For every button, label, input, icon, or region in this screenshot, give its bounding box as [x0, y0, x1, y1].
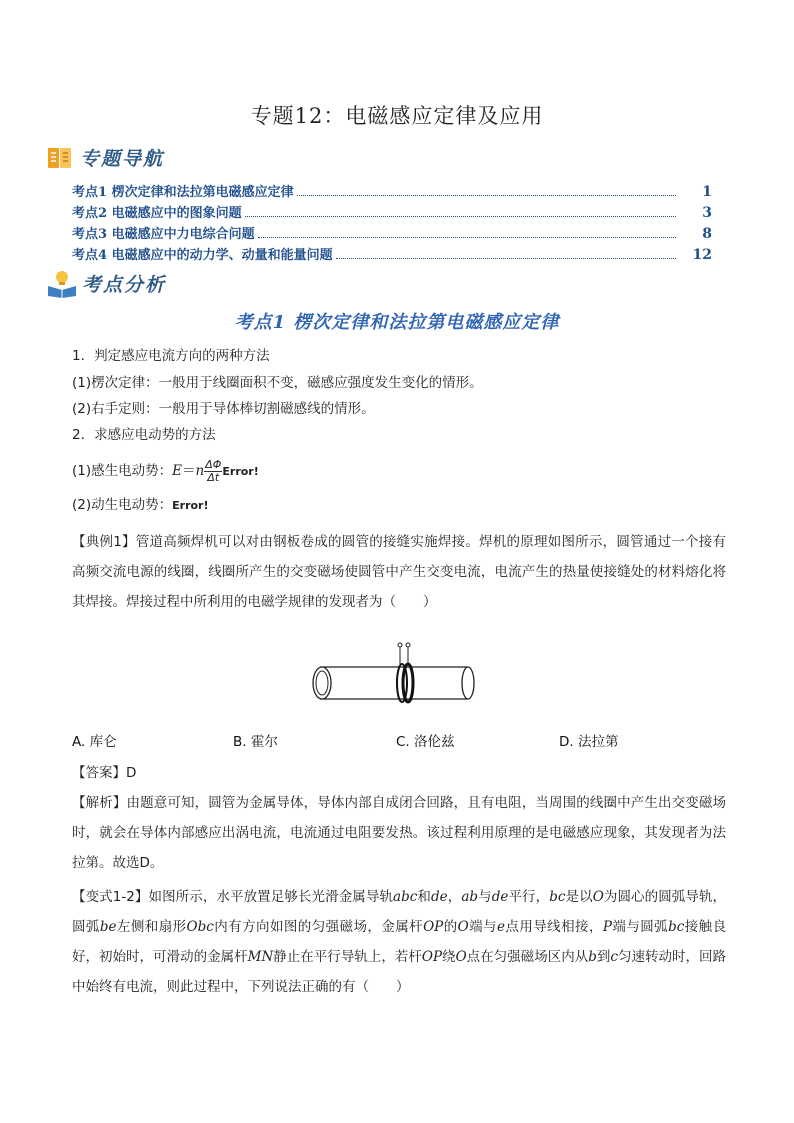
text: 点用导线相接， — [504, 919, 603, 935]
text: 点在匀强磁场区内从 — [466, 949, 589, 965]
text: 是以 — [565, 889, 593, 905]
error-field: Error! — [172, 499, 209, 512]
error-field: Error! — [222, 465, 259, 478]
text: 左侧和扇形 — [116, 919, 187, 935]
symbol-E: E — [172, 463, 182, 479]
variant-tag: 【变式1-2】 — [72, 889, 149, 905]
text: 静止在平行导轨上，若杆 — [273, 949, 422, 965]
example-text: 管道高频焊机可以对由钢板卷成的圆管的接缝实施焊接。焊机的原理如图所示，圆管通过一个接有高频交流电源的线圈，线圈所产生的交变磁场使圆管中产生交变电流，电流产生的热量使接缝处的材料熔化将其焊接。焊接过程中所利用的电磁学规律的发现者为（ ） — [72, 534, 726, 610]
analysis-tag: 【解析】 — [72, 795, 127, 811]
symbol: de — [491, 889, 509, 905]
answer-value: D — [126, 765, 137, 781]
fraction — [204, 459, 222, 484]
toc-label: 考点4 电磁感应中的动力学、动量和能量问题 — [72, 248, 333, 263]
option-a[interactable]: A. 库仑 — [72, 734, 117, 750]
symbol: bc — [668, 919, 685, 935]
symbol: c — [610, 949, 618, 965]
example-1 — [72, 527, 726, 617]
text: 匀速转动时，回路中始终有电流，则此过程中，下列说法正确的有（ ） — [72, 949, 727, 995]
symbol: abc — [393, 889, 418, 905]
formula-prefix: (2)动生电动势： — [72, 497, 173, 513]
symbol: O — [455, 949, 467, 965]
section-title: 考点1 楞次定律和法拉第电磁感应定律 — [234, 312, 560, 333]
fraction-denominator: Δt — [207, 470, 220, 484]
text: 与 — [478, 889, 492, 905]
formula-prefix: (1)感生电动势： — [72, 463, 173, 479]
formula-motional-emf — [72, 494, 722, 517]
symbol: ab — [461, 889, 479, 905]
toc-item[interactable] — [72, 222, 712, 242]
lightbulb-book-icon — [46, 268, 78, 298]
text: 的 — [443, 919, 458, 935]
nav-banner — [46, 144, 164, 171]
symbol: de — [431, 889, 448, 905]
symbol: e — [496, 919, 505, 935]
option-d[interactable]: D. 法拉第 — [559, 734, 619, 750]
symbol: O — [592, 889, 604, 905]
heading-emf: 2．求感应电动势的方法 — [72, 427, 216, 443]
toc-label: 考点2 电磁感应中的图象问题 — [72, 206, 242, 221]
toc-leader — [297, 194, 676, 196]
symbol-eq: ＝ — [181, 463, 196, 479]
symbol: OP — [423, 919, 444, 935]
symbol-n: n — [195, 463, 205, 479]
variant-1-2 — [72, 882, 726, 1002]
heading-methods: 1．判定感应电流方向的两种方法 — [72, 348, 270, 364]
toc-label: 考点1 楞次定律和法拉第电磁感应定律 — [72, 185, 294, 200]
answer-tag: 【答案】 — [72, 765, 126, 781]
method-right-hand: (2)右手定则：一般用于导体棒切割磁感线的情形。 — [72, 401, 375, 417]
text: 端与圆弧 — [611, 919, 669, 935]
analysis-banner — [46, 268, 166, 298]
analysis — [72, 788, 726, 878]
analysis-text: 由题意可知，圆管为金属导体，导体内部自成闭合回路，且有电阻，当周围的线圈中产生出交变磁场时，就会在导体内部感应出涡电流，电流通过电阻要发热。该过程利用原理的是电磁感应现象，其发现者为法拉第。故选D。 — [72, 795, 727, 871]
toc-page: 12 — [692, 247, 712, 263]
symbol: Obc — [186, 919, 214, 935]
toc-leader — [336, 257, 676, 259]
option-c[interactable]: C. 洛伦兹 — [396, 734, 455, 750]
text: 为圆心的圆弧导轨，圆弧 — [72, 889, 727, 935]
method-lenz: (1)楞次定律：一般用于线圈面积不变，磁感应强度发生变化的情形。 — [72, 375, 483, 391]
text: 和 — [417, 889, 431, 905]
toc-leader — [245, 215, 676, 217]
symbol: O — [457, 919, 469, 935]
symbol: b — [588, 949, 597, 965]
symbol: MN — [247, 949, 274, 965]
pipe-coil-figure — [308, 640, 488, 710]
symbol: P — [602, 919, 612, 935]
text: 平行， — [508, 889, 550, 905]
text: 到 — [596, 949, 611, 965]
book-icon — [46, 145, 76, 171]
text: 接触良好，初始时，可滑动的金属杆 — [72, 919, 727, 965]
text: ， — [447, 889, 462, 905]
toc-item[interactable] — [72, 201, 712, 221]
nav-banner-label: 专题导航 — [80, 148, 165, 170]
analysis-banner-label: 考点分析 — [82, 273, 167, 296]
page-title: 专题12：电磁感应定律及应用 — [250, 104, 544, 128]
toc-page: 8 — [702, 226, 712, 242]
option-b[interactable]: B. 霍尔 — [233, 734, 278, 750]
text: 绕 — [442, 949, 456, 965]
toc-page: 3 — [702, 205, 712, 221]
symbol: OP — [421, 949, 443, 965]
formula-induced-emf — [72, 456, 722, 487]
text: 内有方向如图的匀强磁场，金属杆 — [213, 919, 424, 935]
text: 如图所示，水平放置足够长光滑金属导轨 — [148, 889, 394, 905]
example-tag: 【典例1】 — [72, 534, 136, 550]
toc-leader — [258, 236, 676, 238]
symbol: be — [99, 919, 117, 935]
text: 端与 — [468, 919, 497, 935]
fraction-numerator: ΔΦ — [205, 457, 222, 471]
toc-item[interactable] — [72, 180, 712, 200]
toc-page: 1 — [702, 184, 712, 200]
toc-item[interactable] — [72, 243, 712, 263]
answer — [72, 758, 726, 788]
toc-label: 考点3 电磁感应中力电综合问题 — [72, 227, 255, 242]
symbol: bc — [549, 889, 566, 905]
